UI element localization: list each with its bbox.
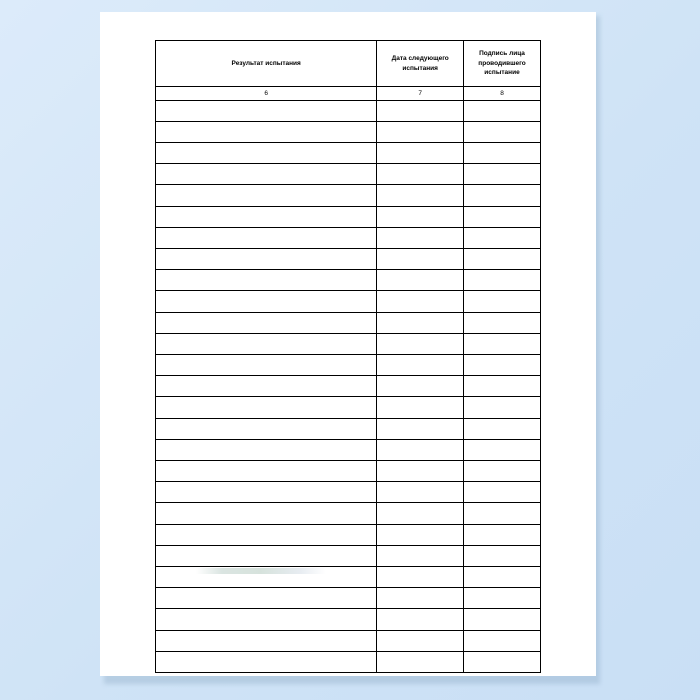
column-number-6: 6 [156, 87, 377, 101]
table-cell[interactable] [156, 228, 377, 249]
table-cell[interactable] [464, 482, 541, 503]
table-row[interactable] [156, 334, 541, 355]
table-cell[interactable] [156, 588, 377, 609]
column-number-row [156, 87, 541, 101]
table-cell[interactable] [464, 588, 541, 609]
table-cell[interactable] [377, 249, 464, 270]
table-cell[interactable] [464, 631, 541, 652]
table-row[interactable] [156, 101, 541, 122]
table-cell[interactable] [377, 313, 464, 334]
table-body [156, 101, 541, 673]
table-cell[interactable] [156, 101, 377, 122]
table-cell[interactable] [464, 503, 541, 525]
table-cell[interactable] [464, 461, 541, 482]
table-sheet [155, 40, 541, 652]
table-cell[interactable] [156, 334, 377, 355]
table-cell[interactable] [377, 164, 464, 185]
column-header-signature: Подпись лица проводившего испытание [464, 41, 541, 87]
table-row[interactable] [156, 588, 541, 609]
table-row[interactable] [156, 228, 541, 249]
table-cell[interactable] [156, 122, 377, 143]
table-cell[interactable] [377, 609, 464, 631]
table-cell[interactable] [464, 122, 541, 143]
table-cell[interactable] [377, 143, 464, 164]
table-cell[interactable] [464, 397, 541, 419]
column-header-result: Результат испытания [156, 41, 377, 87]
table-cell[interactable] [464, 185, 541, 207]
table-cell[interactable] [377, 631, 464, 652]
column-header-next-date: Дата следующего испытания [377, 41, 464, 87]
table-cell[interactable] [156, 355, 377, 376]
table-row[interactable] [156, 503, 541, 525]
table-cell[interactable] [464, 207, 541, 228]
table-row[interactable] [156, 143, 541, 164]
table-cell[interactable] [464, 334, 541, 355]
header-row [156, 41, 541, 87]
table-cell[interactable] [156, 631, 377, 652]
table-cell[interactable] [377, 122, 464, 143]
table-row[interactable] [156, 355, 541, 376]
table-cell[interactable] [377, 588, 464, 609]
table-cell[interactable] [377, 355, 464, 376]
table-cell[interactable] [377, 482, 464, 503]
table-cell[interactable] [377, 397, 464, 419]
table-cell[interactable] [156, 291, 377, 313]
table-cell[interactable] [464, 525, 541, 546]
table-row[interactable] [156, 122, 541, 143]
table-row[interactable] [156, 631, 541, 652]
table-cell[interactable] [464, 546, 541, 567]
table-cell[interactable] [377, 185, 464, 207]
table-cell[interactable] [464, 249, 541, 270]
table-cell[interactable] [377, 334, 464, 355]
table-cell[interactable] [156, 249, 377, 270]
table-cell[interactable] [464, 440, 541, 461]
table-row[interactable] [156, 482, 541, 503]
table-cell[interactable] [156, 143, 377, 164]
table-row[interactable] [156, 609, 541, 631]
table-cell[interactable] [377, 440, 464, 461]
table-row[interactable] [156, 567, 541, 588]
table-cell[interactable] [464, 270, 541, 291]
table-cell[interactable] [464, 652, 541, 673]
table-cell[interactable] [377, 567, 464, 588]
table-row[interactable] [156, 397, 541, 419]
table-row[interactable] [156, 270, 541, 291]
table-cell[interactable] [377, 228, 464, 249]
table-cell[interactable] [156, 482, 377, 503]
table-row[interactable] [156, 652, 541, 673]
table-cell[interactable] [156, 313, 377, 334]
table-cell[interactable] [464, 143, 541, 164]
table-cell[interactable] [156, 652, 377, 673]
table-cell[interactable] [464, 609, 541, 631]
table-row[interactable] [156, 461, 541, 482]
table-cell[interactable] [156, 609, 377, 631]
table-cell[interactable] [464, 376, 541, 397]
table-cell[interactable] [464, 313, 541, 334]
table-cell[interactable] [156, 270, 377, 291]
table-row[interactable] [156, 291, 541, 313]
table-cell[interactable] [464, 419, 541, 440]
table-cell[interactable] [156, 419, 377, 440]
table-cell[interactable] [464, 101, 541, 122]
table-row[interactable] [156, 525, 541, 546]
table-row[interactable] [156, 440, 541, 461]
table-cell[interactable] [156, 207, 377, 228]
column-number-7: 7 [377, 87, 464, 101]
table-cell[interactable] [377, 546, 464, 567]
table-cell[interactable] [377, 503, 464, 525]
table-cell[interactable] [464, 291, 541, 313]
table-cell[interactable] [377, 652, 464, 673]
table-cell[interactable] [464, 567, 541, 588]
table-row[interactable] [156, 207, 541, 228]
table-cell[interactable] [377, 525, 464, 546]
table-cell[interactable] [464, 164, 541, 185]
table-cell[interactable] [377, 419, 464, 440]
table-row[interactable] [156, 164, 541, 185]
table-cell[interactable] [156, 185, 377, 207]
table-cell[interactable] [156, 376, 377, 397]
table-cell[interactable] [156, 164, 377, 185]
table-cell[interactable] [377, 461, 464, 482]
table-row[interactable] [156, 249, 541, 270]
table-cell[interactable] [156, 461, 377, 482]
table-cell[interactable] [377, 101, 464, 122]
table-cell[interactable] [156, 567, 377, 588]
table-cell[interactable] [464, 228, 541, 249]
table-cell[interactable] [156, 397, 377, 419]
table-row[interactable] [156, 185, 541, 207]
document-page [100, 12, 596, 676]
table-cell[interactable] [377, 207, 464, 228]
table-head [156, 41, 541, 101]
table-cell[interactable] [377, 376, 464, 397]
table-cell[interactable] [377, 291, 464, 313]
table-cell[interactable] [156, 546, 377, 567]
column-number-8: 8 [464, 87, 541, 101]
table-row[interactable] [156, 419, 541, 440]
table-cell[interactable] [464, 355, 541, 376]
table-cell[interactable] [156, 440, 377, 461]
table-row[interactable] [156, 546, 541, 567]
table-row[interactable] [156, 376, 541, 397]
table-cell[interactable] [156, 503, 377, 525]
table-cell[interactable] [156, 525, 377, 546]
inspection-log-table [155, 40, 541, 673]
table-row[interactable] [156, 313, 541, 334]
table-cell[interactable] [377, 270, 464, 291]
